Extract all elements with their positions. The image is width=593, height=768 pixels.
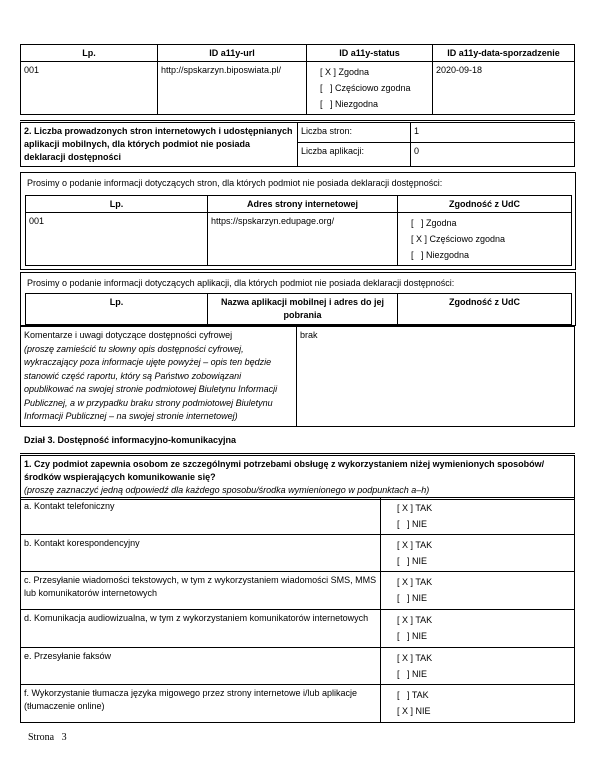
sites-header-lp: Lp. xyxy=(26,196,208,213)
comments-label-cell xyxy=(21,327,297,427)
item-c-nie[interactable]: [ ] NIE xyxy=(397,593,428,603)
site-address: https://spskarzyn.edupage.org/ xyxy=(208,213,398,266)
item-a-answers xyxy=(381,498,575,535)
comments-value: brak xyxy=(297,327,575,427)
row-date: 2020-09-18 xyxy=(433,62,575,115)
item-b-answers xyxy=(381,535,575,572)
comments-table xyxy=(20,326,575,427)
item-d-tak[interactable]: [ X ] TAK xyxy=(397,615,433,625)
item-a-label: a. Kontakt telefoniczny xyxy=(21,498,381,535)
sites-intro: Prosimy o podanie informacji dotyczących stron, dla których podmiot nie posiada deklaracji dostępności: xyxy=(27,178,443,188)
q1-hint: (proszę zaznaczyć jedną odpowiedź dla każdego sposobu/środka wymienionego w podpunktach a–h) xyxy=(24,485,430,495)
header-lp: Lp. xyxy=(21,45,158,62)
sites-table xyxy=(25,195,572,266)
comments-label: Komentarze i uwagi dotyczące dostępności cyfrowej xyxy=(24,330,233,340)
site-udc-cell xyxy=(398,213,572,266)
item-d-nie[interactable]: [ ] NIE xyxy=(397,631,428,641)
item-c-tak[interactable]: [ X ] TAK xyxy=(397,577,433,587)
item-f-label: f. Wykorzystanie tłumacza języka migowego przez strony internetowe i/lub aplikacje (tłumaczenie online) xyxy=(21,685,381,723)
site-option-czesciowo[interactable]: [ X ] Częściowo zgodna xyxy=(411,234,506,244)
apps-block xyxy=(20,272,576,326)
footer-page-number: 3 xyxy=(61,732,67,743)
section2-label: 2. Liczba prowadzonych stron internetowych i udostępnianych aplikacji mobilnych, dla których podmiot nie posiada deklaracji dostępności xyxy=(21,122,298,167)
pages-value: 1 xyxy=(411,122,575,143)
item-e-answers xyxy=(381,648,575,685)
sites-header-address: Adres strony internetowej xyxy=(208,196,398,213)
item-b-nie[interactable]: [ ] NIE xyxy=(397,556,428,566)
apps-header-name: Nazwa aplikacji mobilnej i adres do jej pobrania xyxy=(208,294,398,325)
item-f-tak[interactable]: [ ] TAK xyxy=(397,690,429,700)
q1-items-table xyxy=(20,497,575,723)
item-b-tak[interactable]: [ X ] TAK xyxy=(397,540,433,550)
apps-header-lp: Lp. xyxy=(26,294,208,325)
site-lp: 001 xyxy=(26,213,208,266)
item-e-tak[interactable]: [ X ] TAK xyxy=(397,653,433,663)
site-option-niezgodna[interactable]: [ ] Niezgodna xyxy=(411,250,470,260)
sites-header-udc: Zgodność z UdC xyxy=(398,196,572,213)
item-a-tak[interactable]: [ X ] TAK xyxy=(397,503,433,513)
status-option-czesciowo[interactable]: [ ] Częściowo zgodna xyxy=(320,83,411,93)
status-option-zgodna[interactable]: [ X ] Zgodna xyxy=(320,67,370,77)
header-status: ID a11y-status xyxy=(307,45,433,62)
item-d-label: d. Komunikacja audiowizualna, w tym z wykorzystaniem komunikatorów internetowych xyxy=(21,610,381,648)
apps-header-udc: Zgodność z UdC xyxy=(398,294,572,325)
apps-intro: Prosimy o podanie informacji dotyczących aplikacji, dla których podmiot nie posiada deklaracji dostępności: xyxy=(27,278,455,288)
apps-value: 0 xyxy=(411,143,575,167)
q1-cell xyxy=(21,455,575,500)
item-e-nie[interactable]: [ ] NIE xyxy=(397,669,428,679)
status-cell xyxy=(307,62,433,115)
header-url: ID a11y-url xyxy=(158,45,307,62)
apps-table xyxy=(25,293,572,325)
item-f-answers xyxy=(381,685,575,723)
q1-table xyxy=(20,453,575,500)
row-lp: 001 xyxy=(21,62,158,115)
comments-hint: (proszę zamieścić tu słowny opis dostępności cyfrowej, wykraczający poza informacje ujęte powyżej – opis ten będzie stanowić część raportu, który są Państwo zobowiązani opublikować na swojej stronie podmiotowej Biuletynu Informacji Publicznej, a w przypadku braku strony podmiotowej Biuletynu Informacji Publicznej – na swojej stronie internetowej) xyxy=(24,343,278,421)
footer-label: Strona xyxy=(28,732,55,743)
section2-table xyxy=(20,120,575,167)
status-option-niezgodna[interactable]: [ ] Niezgodna xyxy=(320,99,379,109)
a11y-table xyxy=(20,44,575,115)
sites-block xyxy=(20,172,576,270)
row-url: http://spskarzyn.biposwiata.pl/ xyxy=(158,62,307,115)
section3-title: Dział 3. Dostępność informacyjno-komunikacyjna xyxy=(24,435,237,445)
item-e-label: e. Przesyłanie faksów xyxy=(21,648,381,685)
item-c-label: c. Przesyłanie wiadomości tekstowych, w tym z wykorzystaniem wiadomości SMS, MMS lub komunikatorów internetowych xyxy=(21,572,381,610)
item-b-label: b. Kontakt korespondencyjny xyxy=(21,535,381,572)
item-f-nie[interactable]: [ X ] NIE xyxy=(397,706,431,716)
item-d-answers xyxy=(381,610,575,648)
pages-label: Liczba stron: xyxy=(298,122,411,143)
item-a-nie[interactable]: [ ] NIE xyxy=(397,519,428,529)
q1-question: 1. Czy podmiot zapewnia osobom ze szczególnymi potrzebami obsługę z wykorzystaniem niżej wymienionych sposobów/środków wspierających komunikowanie się? xyxy=(24,459,545,482)
apps-label: Liczba aplikacji: xyxy=(298,143,411,167)
header-date: ID a11y-data-sporzadzenie xyxy=(433,45,575,62)
site-option-zgodna[interactable]: [ ] Zgodna xyxy=(411,218,457,228)
item-c-answers xyxy=(381,572,575,610)
page-footer xyxy=(28,732,67,743)
